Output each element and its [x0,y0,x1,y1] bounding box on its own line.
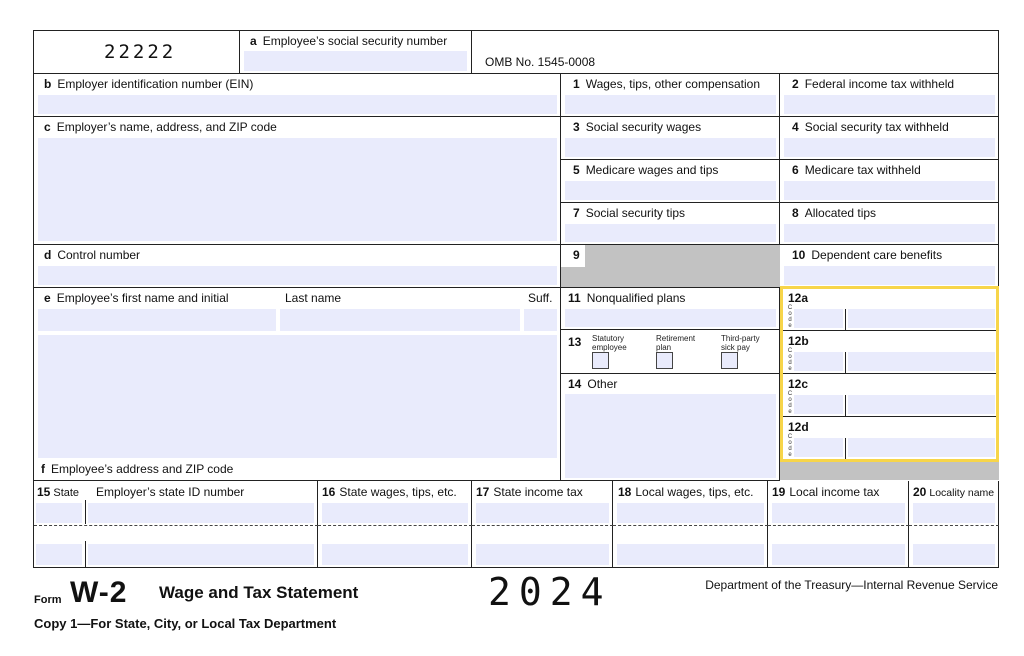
box-20-label: Locality name [929,487,995,499]
box-12d [780,417,999,460]
employee-address-field[interactable] [38,335,557,458]
box-12b-num: 12b [788,334,809,348]
box-16-num: 16 [322,485,336,499]
form-footer [33,572,998,642]
box-d-letter: d [44,248,52,262]
box-8-label: Allocated tips [804,206,877,220]
box-b-label: Employer identification number (EIN) [57,77,254,91]
box-10 [780,245,999,288]
box-e-f-employee [34,288,561,481]
box-7-num: 7 [573,206,580,220]
state-field-1[interactable] [36,503,82,523]
code-12c-field[interactable] [794,395,843,414]
box-12c-num: 12c [788,377,809,391]
box-7 [561,203,780,245]
box-b-ein [34,74,561,117]
code-letter-c: C [787,305,793,311]
last-name-field[interactable] [280,309,520,331]
box-d-control [34,245,561,288]
box-17-label: State income tax [493,485,583,499]
row-separator [318,525,472,526]
box-11-num: 11 [568,291,581,305]
medicare-wages-field[interactable] [565,181,776,200]
box-2 [780,74,999,117]
box-4-label: Social security tax withheld [804,120,949,134]
box-1-label: Wages, tips, other compensation [585,77,760,91]
fed-tax-field[interactable] [784,95,995,114]
code-letter-d: d [788,317,792,323]
state-tax-field-1[interactable] [476,503,609,523]
form-name: W-2 [70,576,128,609]
code-divider [845,438,846,460]
tax-year: 2024 [488,570,612,614]
box-9 [561,245,780,288]
amount-12c-field[interactable] [848,395,995,414]
box-15-id-label: Employer’s state ID number [96,485,245,499]
box-12c [780,374,999,417]
box-19-num: 19 [772,485,786,499]
box-7-label: Social security tips [585,206,686,220]
row-separator [909,525,999,526]
control-number-field[interactable] [38,266,557,285]
state-divider [85,541,86,568]
control-code-box [34,31,240,74]
locality-field-2[interactable] [913,544,995,565]
nonqualified-field[interactable] [565,309,776,327]
omb-box [472,31,999,74]
code-letter-e: e [788,366,792,372]
code-letter-e: e [788,409,792,415]
box-17-num: 17 [476,485,490,499]
first-name-field[interactable] [38,309,276,331]
box-9-num: 9 [573,248,580,262]
box-a-letter: a [250,34,257,48]
allocated-tips-field[interactable] [784,224,995,242]
code-divider [845,395,846,417]
box-6 [780,160,999,203]
code-letter-c: C [787,348,793,354]
box-13-num: 13 [568,335,582,349]
ss-wages-field[interactable] [565,138,776,157]
box-4-num: 4 [792,120,799,134]
code-letter-d: d [788,403,792,409]
code-letter-d: d [788,360,792,366]
box-e-letter: e [44,291,51,305]
code-letter-e: e [788,323,792,329]
statutory-label: Statutory employee [592,334,627,352]
suffix-field[interactable] [524,309,557,331]
row-separator [768,525,909,526]
code-letter-c: C [787,434,793,440]
code-letter-d: d [788,446,792,452]
box-d-label: Control number [57,248,141,262]
control-code: 22222 [104,41,177,63]
code-letter-o: o [788,354,792,360]
form-title: Wage and Tax Statement [159,583,359,602]
box-11-label: Nonqualified plans [586,291,686,305]
box-13 [561,330,780,374]
box-3-num: 3 [573,120,580,134]
box-f-letter: f [41,462,45,476]
box-3 [561,117,780,160]
employer-address-field[interactable] [38,138,557,241]
box-f-label: Employee’s address and ZIP code [51,462,234,476]
retirement-label: Retirement plan [656,334,696,352]
state-divider [85,500,86,524]
box-14 [561,374,780,481]
code-letter-o: o [788,440,792,446]
amount-12b-field[interactable] [848,352,995,371]
locality-field-1[interactable] [913,503,995,523]
box-12d-num: 12d [788,420,809,434]
form-word: Form [34,594,62,606]
box-10-label: Dependent care benefits [811,248,943,262]
state-id-field-1[interactable] [88,503,314,523]
local-tax-field-2[interactable] [772,544,905,565]
box-19-label: Local income tax [789,485,880,499]
irs-department: Department of the Treasury—Internal Revenue Service [705,578,998,592]
box-18-num: 18 [618,485,632,499]
ss-tips-field[interactable] [565,224,776,242]
state-field-2[interactable] [36,544,82,565]
row-separator [613,525,768,526]
box-c-label: Employer’s name, address, and ZIP code [56,120,277,134]
box-8-num: 8 [792,206,799,220]
box-16-label: State wages, tips, etc. [339,485,457,499]
dependent-care-field[interactable] [784,266,995,285]
amount-12a-field[interactable] [848,309,995,328]
box-1 [561,74,780,117]
box-c-employer [34,117,561,245]
box-15 [34,481,318,568]
box-18-label: Local wages, tips, etc. [635,485,754,499]
ssn-field[interactable] [244,51,467,71]
suffix-label: Suff. [528,291,553,305]
box-2-label: Federal income tax withheld [804,77,955,91]
code-letter-e: e [788,452,792,458]
code-12b-field[interactable] [794,352,843,371]
code-letter-o: o [788,397,792,403]
box-19 [768,481,909,568]
ss-tax-field[interactable] [784,138,995,157]
box-12b [780,331,999,374]
row-separator [34,525,318,526]
box-12a-num: 12a [788,291,809,305]
box-a-ssn [240,31,472,74]
box-11 [561,288,780,330]
box-17 [472,481,613,568]
ein-field[interactable] [38,95,557,114]
local-tax-field-1[interactable] [772,503,905,523]
box-16 [318,481,472,568]
box-15-num: 15 [37,485,51,499]
omb-number: OMB No. 1545-0008 [485,55,596,69]
box-4 [780,117,999,160]
w2-form [33,30,999,568]
amount-12d-field[interactable] [848,438,995,457]
third-party-checkbox[interactable] [721,352,738,369]
box-14-num: 14 [568,377,582,391]
box-18 [613,481,768,568]
last-name-label: Last name [285,291,342,305]
wages-field[interactable] [565,95,776,114]
box-6-label: Medicare tax withheld [804,163,921,177]
box-5-label: Medicare wages and tips [585,163,719,177]
medicare-tax-field[interactable] [784,181,995,200]
box-5-num: 5 [573,163,580,177]
code-letter-o: o [788,311,792,317]
state-id-field-2[interactable] [88,544,314,565]
box-e-label: Employee’s first name and initial [56,291,229,305]
box-8 [780,203,999,245]
box-10-num: 10 [792,248,806,262]
copy-designation: Copy 1—For State, City, or Local Tax Department [34,616,337,631]
code-divider [845,309,846,331]
code-letter-c: C [787,391,793,397]
box-9-shaded-lower [561,267,780,287]
other-field[interactable] [565,394,776,478]
box-b-letter: b [44,77,52,91]
code-divider [845,352,846,374]
box-20 [909,481,999,568]
local-wages-field-1[interactable] [617,503,764,523]
box-14-label: Other [587,377,618,391]
box-15-state-label: State [53,487,80,499]
box-6-num: 6 [792,163,799,177]
state-tax-field-2[interactable] [476,544,609,565]
local-wages-field-2[interactable] [617,544,764,565]
box-20-num: 20 [913,485,927,499]
box-c-letter: c [44,120,51,134]
row-separator [472,525,613,526]
box-12-shaded-footer [780,460,999,480]
third-party-label: Third-party sick pay [721,334,760,352]
code-12a-field[interactable] [794,309,843,328]
code-12d-field[interactable] [794,438,843,457]
box-1-num: 1 [573,77,580,91]
box-a-label: Employee’s social security number [262,34,448,48]
statutory-checkbox[interactable] [592,352,609,369]
box-3-label: Social security wages [585,120,702,134]
box-5 [561,160,780,203]
retirement-checkbox[interactable] [656,352,673,369]
box-2-num: 2 [792,77,799,91]
state-wages-field-2[interactable] [322,544,468,565]
box-12a [780,288,999,331]
state-wages-field-1[interactable] [322,503,468,523]
